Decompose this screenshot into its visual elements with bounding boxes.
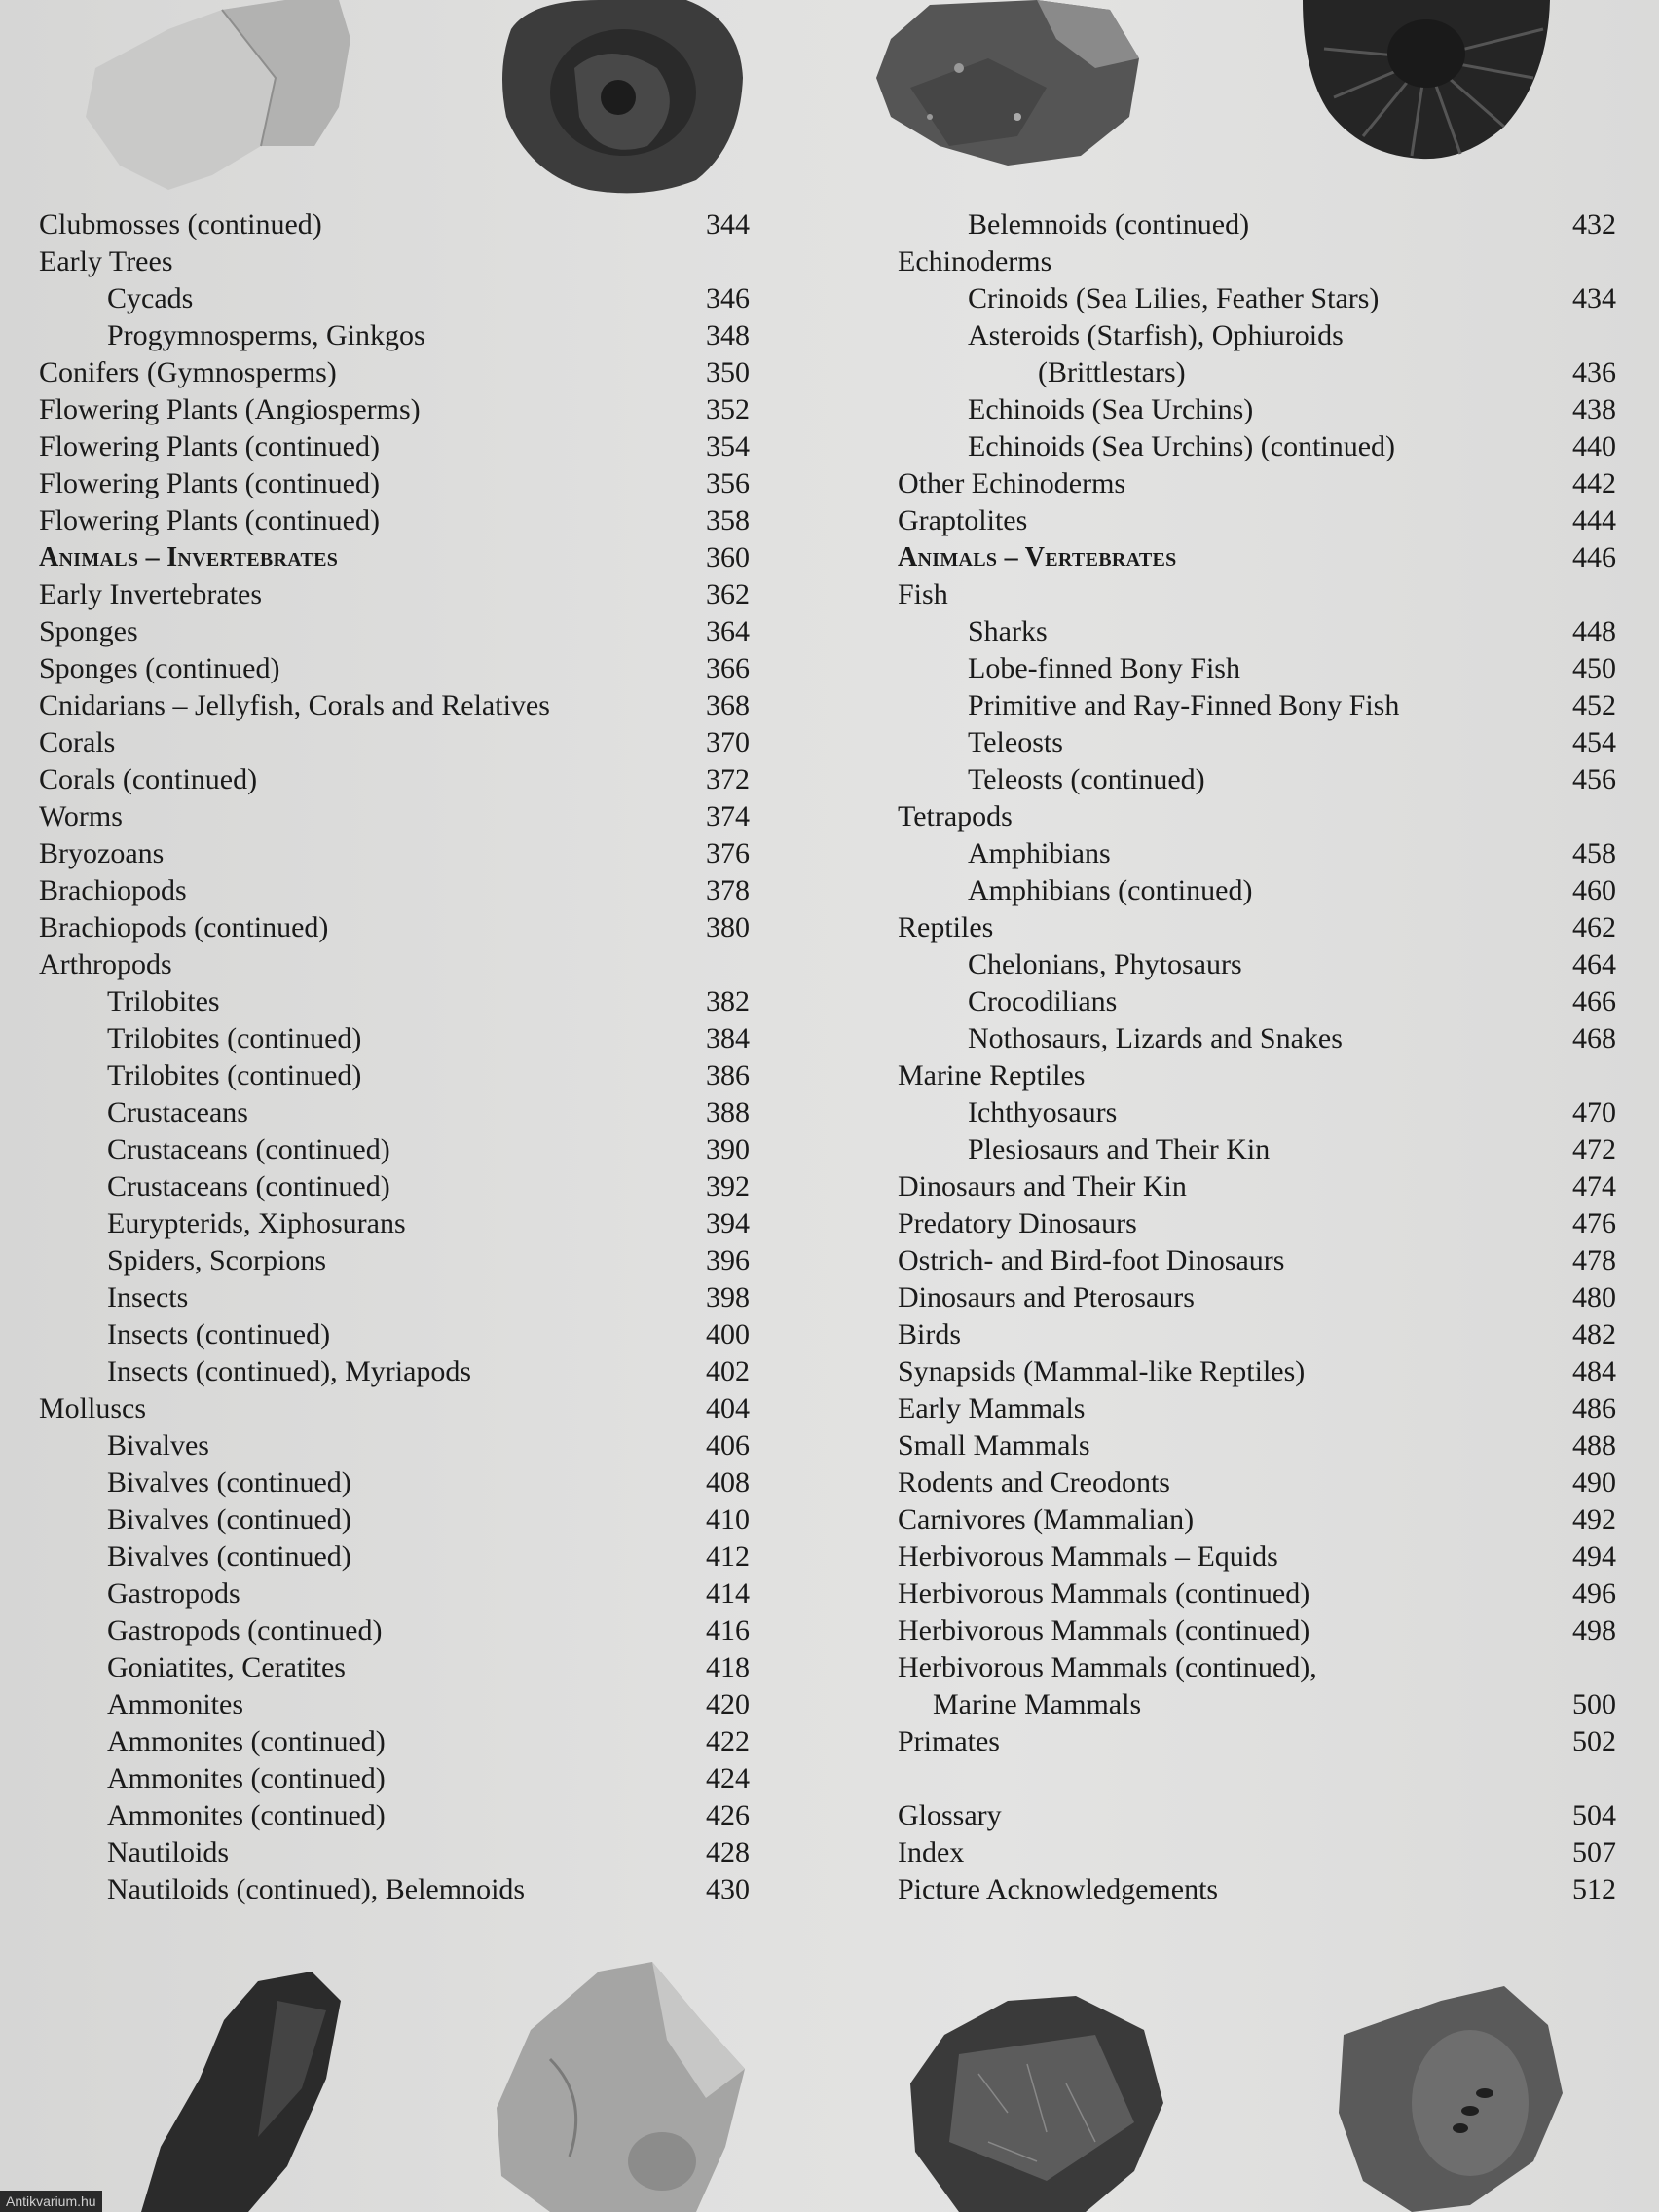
toc-entry: [0, 1760, 750, 1797]
ammonite-fossil: [1295, 0, 1558, 161]
toc-entry-title: Herbivorous Mammals – Equids: [898, 1540, 1278, 1572]
toc-entry-page: 408: [706, 1466, 750, 1498]
toc-entry-title: Other Echinoderms: [898, 467, 1126, 499]
toc-entry: [0, 687, 750, 724]
toc-entry-title: Rodents and Creodonts: [898, 1466, 1170, 1498]
toc-entry-title: Conifers (Gymnosperms): [39, 356, 337, 388]
toc-entry-page: 372: [706, 763, 750, 795]
toc-entry: [0, 1686, 750, 1723]
toc-entry-title: Ichthyosaurs: [968, 1096, 1118, 1128]
toc-entry-page: 490: [1572, 1466, 1616, 1498]
toc-section-heading: [0, 539, 750, 576]
toc-entry: [857, 1205, 1616, 1242]
toc-entry: [857, 983, 1616, 1020]
toc-entry: [857, 946, 1616, 983]
toc-entry-page: 346: [706, 282, 750, 314]
toc-entry: [0, 1834, 750, 1871]
toc-entry-page: 502: [1572, 1725, 1616, 1757]
toc-entry-page: 474: [1572, 1170, 1616, 1202]
toc-entry-page: 388: [706, 1096, 750, 1128]
toc-entry-title: Nautiloids: [107, 1836, 229, 1868]
toc-entry-title: Bivalves (continued): [107, 1540, 351, 1572]
toc-entry-title: Progymnosperms, Ginkgos: [107, 319, 425, 351]
toc-entry-title: Picture Acknowledgements: [898, 1873, 1219, 1905]
toc-entry-title: Plesiosaurs and Their Kin: [968, 1133, 1271, 1165]
toc-entry: [0, 1538, 750, 1575]
toc-entry: [857, 687, 1616, 724]
toc-entry-page: 492: [1572, 1503, 1616, 1535]
toc-entry-title: Animals – Invertebrates: [39, 542, 339, 572]
toc-entry: [857, 502, 1616, 539]
toc-entry-title: Predatory Dinosaurs: [898, 1207, 1137, 1239]
toc-entry-title: Crinoids (Sea Lilies, Feather Stars): [968, 282, 1380, 314]
toc-entry: [0, 1279, 750, 1316]
toc-entry: [857, 1797, 1616, 1834]
toc-entry: [857, 317, 1616, 354]
toc-entry-page: 424: [706, 1762, 750, 1794]
toc-entry: [0, 761, 750, 798]
toc-entry: [0, 798, 750, 835]
toc-entry-title: Early Invertebrates: [39, 578, 263, 610]
toc-entry: [857, 1871, 1616, 1908]
toc-entry: [0, 1131, 750, 1168]
toc-entry-page: 426: [706, 1799, 750, 1831]
toc-entry-title: Goniatites, Ceratites: [107, 1651, 346, 1683]
toc-entry: [857, 206, 1616, 243]
toc-entry: [0, 1094, 750, 1131]
mossy-rock-fossil: [901, 1996, 1168, 2212]
toc-entry-title: Bivalves (continued): [107, 1503, 351, 1535]
toc-entry-title: Crustaceans (continued): [107, 1170, 390, 1202]
toc-entry: [0, 354, 750, 391]
toc-entry: [857, 1834, 1616, 1871]
toc-entry-page: 362: [706, 578, 750, 610]
toc-entry: [0, 465, 750, 502]
toc-entry-title: Graptolites: [898, 504, 1028, 536]
toc-entry-page: 438: [1572, 393, 1616, 425]
toc-entry-title: Insects (continued), Myriapods: [107, 1355, 472, 1387]
toc-entry-title: Teleosts (continued): [968, 763, 1205, 795]
toc-entry-page: 512: [1572, 1873, 1616, 1905]
toc-entry: [857, 576, 1616, 613]
pale-stone-fossil: [492, 1962, 750, 2212]
toc-entry: [0, 1797, 750, 1834]
vertebra-fossil: [1324, 1986, 1567, 2212]
toc-entry-title: Synapsids (Mammal-like Reptiles): [898, 1355, 1306, 1387]
toc-entry: [0, 206, 750, 243]
toc-entry: [0, 1316, 750, 1353]
toc-entry-page: 380: [706, 911, 750, 943]
toc-entry-page: 472: [1572, 1133, 1616, 1165]
toc-entry-page: 442: [1572, 467, 1616, 499]
dark-bone-fossil: [131, 1972, 350, 2212]
toc-entry-title: Marine Mammals: [933, 1688, 1142, 1720]
toc-entry: [0, 1205, 750, 1242]
toc-entry: [0, 280, 750, 317]
toc-entry-page: 432: [1572, 208, 1616, 240]
toc-entry-title: Ammonites (continued): [107, 1799, 386, 1831]
toc-entry: [857, 428, 1616, 465]
toc-entry: [857, 465, 1616, 502]
toc-entry-title: Flowering Plants (continued): [39, 504, 380, 536]
toc-entry: [857, 650, 1616, 687]
toc-entry: [0, 243, 750, 280]
toc-entry-title: Ammonites: [107, 1688, 243, 1720]
toc-entry-title: Index: [898, 1836, 965, 1868]
toc-entry-title: Primates: [898, 1725, 1000, 1757]
toc-entry: [857, 1427, 1616, 1464]
toc-entry-title: Amphibians (continued): [968, 874, 1253, 906]
toc-entry: [857, 909, 1616, 946]
toc-entry-title: Teleosts: [968, 726, 1063, 758]
toc-entry-title: Ammonites (continued): [107, 1762, 386, 1794]
toc-entry-page: 456: [1572, 763, 1616, 795]
toc-entry: [857, 1612, 1616, 1649]
toc-entry-title: Herbivorous Mammals (continued): [898, 1577, 1310, 1609]
toc-entry-title: Cnidarians – Jellyfish, Corals and Relatives: [39, 689, 550, 721]
toc-entry-title: Trilobites (continued): [107, 1059, 362, 1091]
toc-entry-title: Insects (continued): [107, 1318, 331, 1350]
toc-entry-page: 486: [1572, 1392, 1616, 1424]
toc-entry-title: Early Mammals: [898, 1392, 1086, 1424]
toc-entry: [0, 946, 750, 983]
toc-entry-page: 368: [706, 689, 750, 721]
toc-entry-title: Flowering Plants (continued): [39, 467, 380, 499]
toc-entry: [857, 391, 1616, 428]
toc-entry-page: 450: [1572, 652, 1616, 684]
toc-entry-page: 370: [706, 726, 750, 758]
toc-entry-page: 382: [706, 985, 750, 1017]
toc-entry: [0, 1168, 750, 1205]
toc-entry-page: 498: [1572, 1614, 1616, 1646]
toc-entry-page: 430: [706, 1873, 750, 1905]
toc-entry-page: 466: [1572, 985, 1616, 1017]
toc-entry: [857, 1057, 1616, 1094]
toc-entry: [0, 1020, 750, 1057]
toc-entry-title: Gastropods (continued): [107, 1614, 383, 1646]
toc-entry-title: Echinoids (Sea Urchins) (continued): [968, 430, 1396, 462]
toc-entry-title: Amphibians: [968, 837, 1111, 869]
toc-entry-title: Crustaceans (continued): [107, 1133, 390, 1165]
toc-entry-title: Arthropods: [39, 948, 172, 980]
toc-entry-title: Eurypterids, Xiphosurans: [107, 1207, 406, 1239]
toc-entry: [0, 1501, 750, 1538]
toc-entry: [857, 1279, 1616, 1316]
toc-entry-page: 462: [1572, 911, 1616, 943]
toc-entry: [0, 1057, 750, 1094]
toc-entry: [0, 317, 750, 354]
toc-entry-page: 396: [706, 1244, 750, 1276]
toc-entry: [0, 576, 750, 613]
toc-entry-page: 374: [706, 800, 750, 832]
toc-entry-page: 478: [1572, 1244, 1616, 1276]
toc-entry: [0, 1612, 750, 1649]
toc-entry-title: Gastropods: [107, 1577, 240, 1609]
toc-entry: [0, 909, 750, 946]
toc-entry: [0, 502, 750, 539]
toc-entry-title: Ammonites (continued): [107, 1725, 386, 1757]
toc-entry-title: Early Trees: [39, 245, 173, 277]
toc-entry-title: Marine Reptiles: [898, 1059, 1086, 1091]
toc-entry-title: Spiders, Scorpions: [107, 1244, 326, 1276]
pale-rock-fossil: [76, 0, 358, 195]
toc-entry-page: 398: [706, 1281, 750, 1313]
toc-entry-title: Tetrapods: [898, 800, 1013, 832]
toc-entry-page: 440: [1572, 430, 1616, 462]
toc-entry-page: 418: [706, 1651, 750, 1683]
toc-entry-title: Crustaceans: [107, 1096, 248, 1128]
toc-entry-page: 344: [706, 208, 750, 240]
toc-entry-page: 378: [706, 874, 750, 906]
toc-entry-title: Lobe-finned Bony Fish: [968, 652, 1240, 684]
toc-entry-page: 412: [706, 1540, 750, 1572]
toc-entry-page: 358: [706, 504, 750, 536]
toc-entry-title: Corals: [39, 726, 116, 758]
toc-entry: [0, 650, 750, 687]
toc-entry-page: 354: [706, 430, 750, 462]
toc-entry-title: Corals (continued): [39, 763, 258, 795]
toc-entry-page: 488: [1572, 1429, 1616, 1461]
toc-entry-page: 360: [706, 541, 750, 573]
toc-entry-title: Small Mammals: [898, 1429, 1090, 1461]
toc-entry-title: Crocodilians: [968, 985, 1118, 1017]
toc-entry-page: 504: [1572, 1799, 1616, 1831]
watermark: Antikvarium.hu: [0, 2191, 102, 2212]
toc-entry: [857, 280, 1616, 317]
toc-entry: [857, 1575, 1616, 1612]
toc-entry-page: 482: [1572, 1318, 1616, 1350]
toc-entry-title: Brachiopods (continued): [39, 911, 329, 943]
toc-entry-title: Bivalves: [107, 1429, 209, 1461]
toc-entry-title: Flowering Plants (continued): [39, 430, 380, 462]
toc-entry-title: Fish: [898, 578, 948, 610]
toc-entry-title: Sharks: [968, 615, 1048, 647]
toc-entry-title: Nothosaurs, Lizards and Snakes: [968, 1022, 1343, 1054]
toc-entry: [857, 1649, 1616, 1686]
toc-entry-page: 470: [1572, 1096, 1616, 1128]
toc-entry: [857, 1464, 1616, 1501]
toc-entry-title: Flowering Plants (Angiosperms): [39, 393, 421, 425]
toc-entry-page: 494: [1572, 1540, 1616, 1572]
toc-entry-page: 384: [706, 1022, 750, 1054]
toc-entry-title: Reptiles: [898, 911, 994, 943]
toc-entry-title: Insects: [107, 1281, 189, 1313]
toc-entry-page: 464: [1572, 948, 1616, 980]
toc-entry: [857, 1168, 1616, 1205]
toc-entry-title: Echinoids (Sea Urchins): [968, 393, 1254, 425]
toc-entry-page: 414: [706, 1577, 750, 1609]
toc-entry: [857, 1723, 1616, 1760]
toc-entry: [857, 798, 1616, 835]
toc-entry-page: 434: [1572, 282, 1616, 314]
toc-entry-title: Sponges (continued): [39, 652, 280, 684]
toc-entry-title: Trilobites (continued): [107, 1022, 362, 1054]
toc-entry-title: Carnivores (Mammalian): [898, 1503, 1195, 1535]
toc-entry: [857, 354, 1616, 391]
toc-entry: [857, 1686, 1616, 1723]
toc-entry: [857, 1353, 1616, 1390]
toc-entry: [857, 761, 1616, 798]
toc-entry-page: 484: [1572, 1355, 1616, 1387]
toc-entry-page: 507: [1572, 1836, 1616, 1868]
toc-entry-title: Primitive and Ray-Finned Bony Fish: [968, 689, 1400, 721]
toc-entry-title: Birds: [898, 1318, 962, 1350]
toc-entry-page: 500: [1572, 1688, 1616, 1720]
toc-entry-page: 460: [1572, 874, 1616, 906]
toc-entry: [857, 243, 1616, 280]
toc-entry: [0, 872, 750, 909]
toc-entry: [0, 391, 750, 428]
toc-entry-page: 452: [1572, 689, 1616, 721]
toc-entry: [857, 1390, 1616, 1427]
toc-entry: [0, 1242, 750, 1279]
toc-entry: [0, 1871, 750, 1908]
toc-entry-page: 400: [706, 1318, 750, 1350]
toc-entry: [857, 1094, 1616, 1131]
toc-entry-page: 376: [706, 837, 750, 869]
toc-entry-page: 446: [1572, 541, 1616, 573]
toc-entry: [857, 1538, 1616, 1575]
toc-entry-title: Belemnoids (continued): [968, 208, 1250, 240]
toc-entry: [857, 872, 1616, 909]
toc-entry-page: 406: [706, 1429, 750, 1461]
toc-entry: [857, 1020, 1616, 1057]
toc-entry-page: 350: [706, 356, 750, 388]
toc-entry-title: Herbivorous Mammals (continued): [898, 1614, 1310, 1646]
toc-entry: [0, 1723, 750, 1760]
toc-entry-page: 366: [706, 652, 750, 684]
toc-entry-title: Ostrich- and Bird-foot Dinosaurs: [898, 1244, 1285, 1276]
toc-entry: [0, 1427, 750, 1464]
toc-entry-page: 356: [706, 467, 750, 499]
toc-entry: [857, 835, 1616, 872]
toc-entry-title: Bryozoans: [39, 837, 165, 869]
toc-entry-page: 476: [1572, 1207, 1616, 1239]
toc-entry-page: 436: [1572, 356, 1616, 388]
toc-entry: [0, 1353, 750, 1390]
toc-entry-page: 428: [706, 1836, 750, 1868]
toc-entry-title: Brachiopods: [39, 874, 187, 906]
toc-entry-title: Clubmosses (continued): [39, 208, 322, 240]
toc-entry-page: 386: [706, 1059, 750, 1091]
toc-entry-title: Nautiloids (continued), Belemnoids: [107, 1873, 526, 1905]
toc-entry-page: 348: [706, 319, 750, 351]
toc-entry: [857, 1242, 1616, 1279]
toc-entry-title: Asteroids (Starfish), Ophiuroids: [968, 319, 1344, 351]
toc-entry-page: 352: [706, 393, 750, 425]
toc-entry-title: Bivalves (continued): [107, 1466, 351, 1498]
toc-entry-page: 364: [706, 615, 750, 647]
dark-coral-fossil: [492, 0, 750, 195]
toc-entry-title: Molluscs: [39, 1392, 147, 1424]
speckled-rock-fossil: [871, 0, 1149, 170]
toc-entry-page: 390: [706, 1133, 750, 1165]
toc-entry: [0, 983, 750, 1020]
toc-entry-page: 496: [1572, 1577, 1616, 1609]
toc-entry-page: 404: [706, 1392, 750, 1424]
toc-entry-page: 458: [1572, 837, 1616, 869]
toc-entry-page: 468: [1572, 1022, 1616, 1054]
toc-entry-title: Chelonians, Phytosaurs: [968, 948, 1242, 980]
toc-spacer: [857, 1760, 1616, 1797]
toc-entry-title: (Brittlestars): [1038, 356, 1186, 388]
toc-entry-page: 392: [706, 1170, 750, 1202]
toc-entry-title: Glossary: [898, 1799, 1002, 1831]
toc-entry-title: Dinosaurs and Their Kin: [898, 1170, 1187, 1202]
toc-entry: [0, 1575, 750, 1612]
toc-entry-page: 402: [706, 1355, 750, 1387]
toc-entry: [0, 613, 750, 650]
toc-entry-title: Animals – Vertebrates: [898, 542, 1177, 572]
toc-entry-page: 394: [706, 1207, 750, 1239]
toc-entry-title: Echinoderms: [898, 245, 1052, 277]
toc-entry: [857, 1501, 1616, 1538]
toc-section-heading: [857, 539, 1616, 576]
toc-entry-page: 480: [1572, 1281, 1616, 1313]
toc-entry: [0, 1464, 750, 1501]
toc-entry-title: Herbivorous Mammals (continued),: [898, 1651, 1317, 1683]
toc-entry-title: Dinosaurs and Pterosaurs: [898, 1281, 1195, 1313]
toc-entry-page: 416: [706, 1614, 750, 1646]
toc-entry: [857, 613, 1616, 650]
toc-entry: [857, 1131, 1616, 1168]
toc-entry-title: Cycads: [107, 282, 194, 314]
toc-entry: [857, 1316, 1616, 1353]
toc-entry-title: Worms: [39, 800, 123, 832]
toc-entry: [0, 1649, 750, 1686]
toc-entry-page: 410: [706, 1503, 750, 1535]
toc-entry: [0, 835, 750, 872]
toc-entry-page: 448: [1572, 615, 1616, 647]
toc-entry-title: Sponges: [39, 615, 138, 647]
toc-entry: [0, 724, 750, 761]
toc-entry-page: 420: [706, 1688, 750, 1720]
toc-entry: [857, 724, 1616, 761]
toc-entry: [0, 428, 750, 465]
toc-entry: [0, 1390, 750, 1427]
toc-entry-page: 422: [706, 1725, 750, 1757]
toc-entry-title: Trilobites: [107, 985, 220, 1017]
toc-entry-page: 454: [1572, 726, 1616, 758]
toc-entry-page: 444: [1572, 504, 1616, 536]
